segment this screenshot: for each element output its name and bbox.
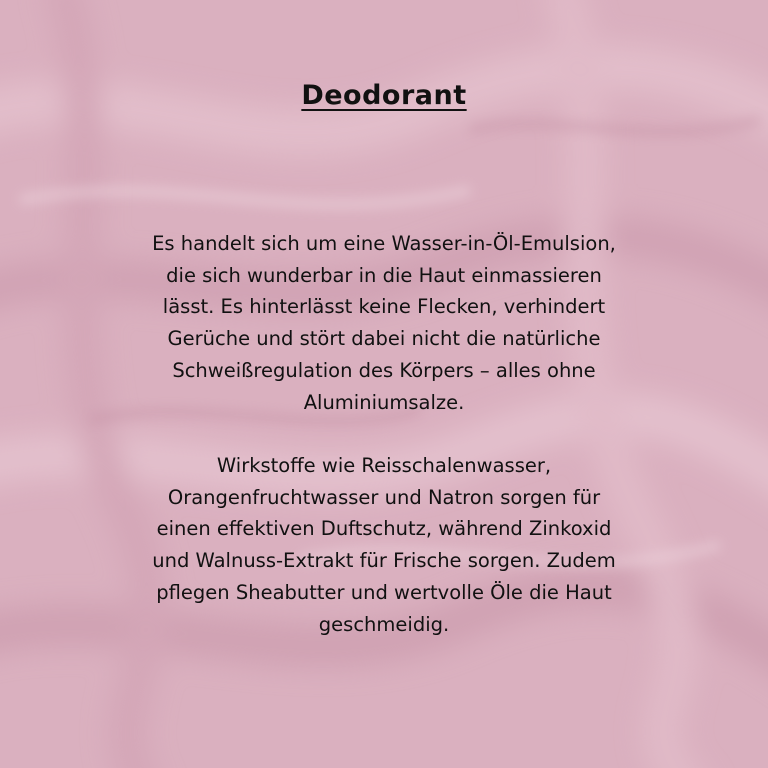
description-paragraph-1: Es handelt sich um eine Wasser-in-Öl-Emulsion, die sich wunderbar in die Haut einmassieren lässt. Es hinterlässt keine Flecken, verhindert Gerüche und stört dabei nicht die natürliche Schweißregulation des Körpers – alles ohne Aluminiumsalze. [152, 232, 616, 414]
page-title: Deodorant [301, 80, 467, 111]
description-paragraph-2: Wirkstoffe wie Reisschalenwasser, Orangenfruchtwasser und Natron sorgen für einen effektiven Duftschutz, während Zinkoxid und Walnuss-Extrakt für Frische sorgen. Zudem pflegen Sheabutter und wertvolle Öle die Haut geschmeidig. [152, 454, 616, 636]
